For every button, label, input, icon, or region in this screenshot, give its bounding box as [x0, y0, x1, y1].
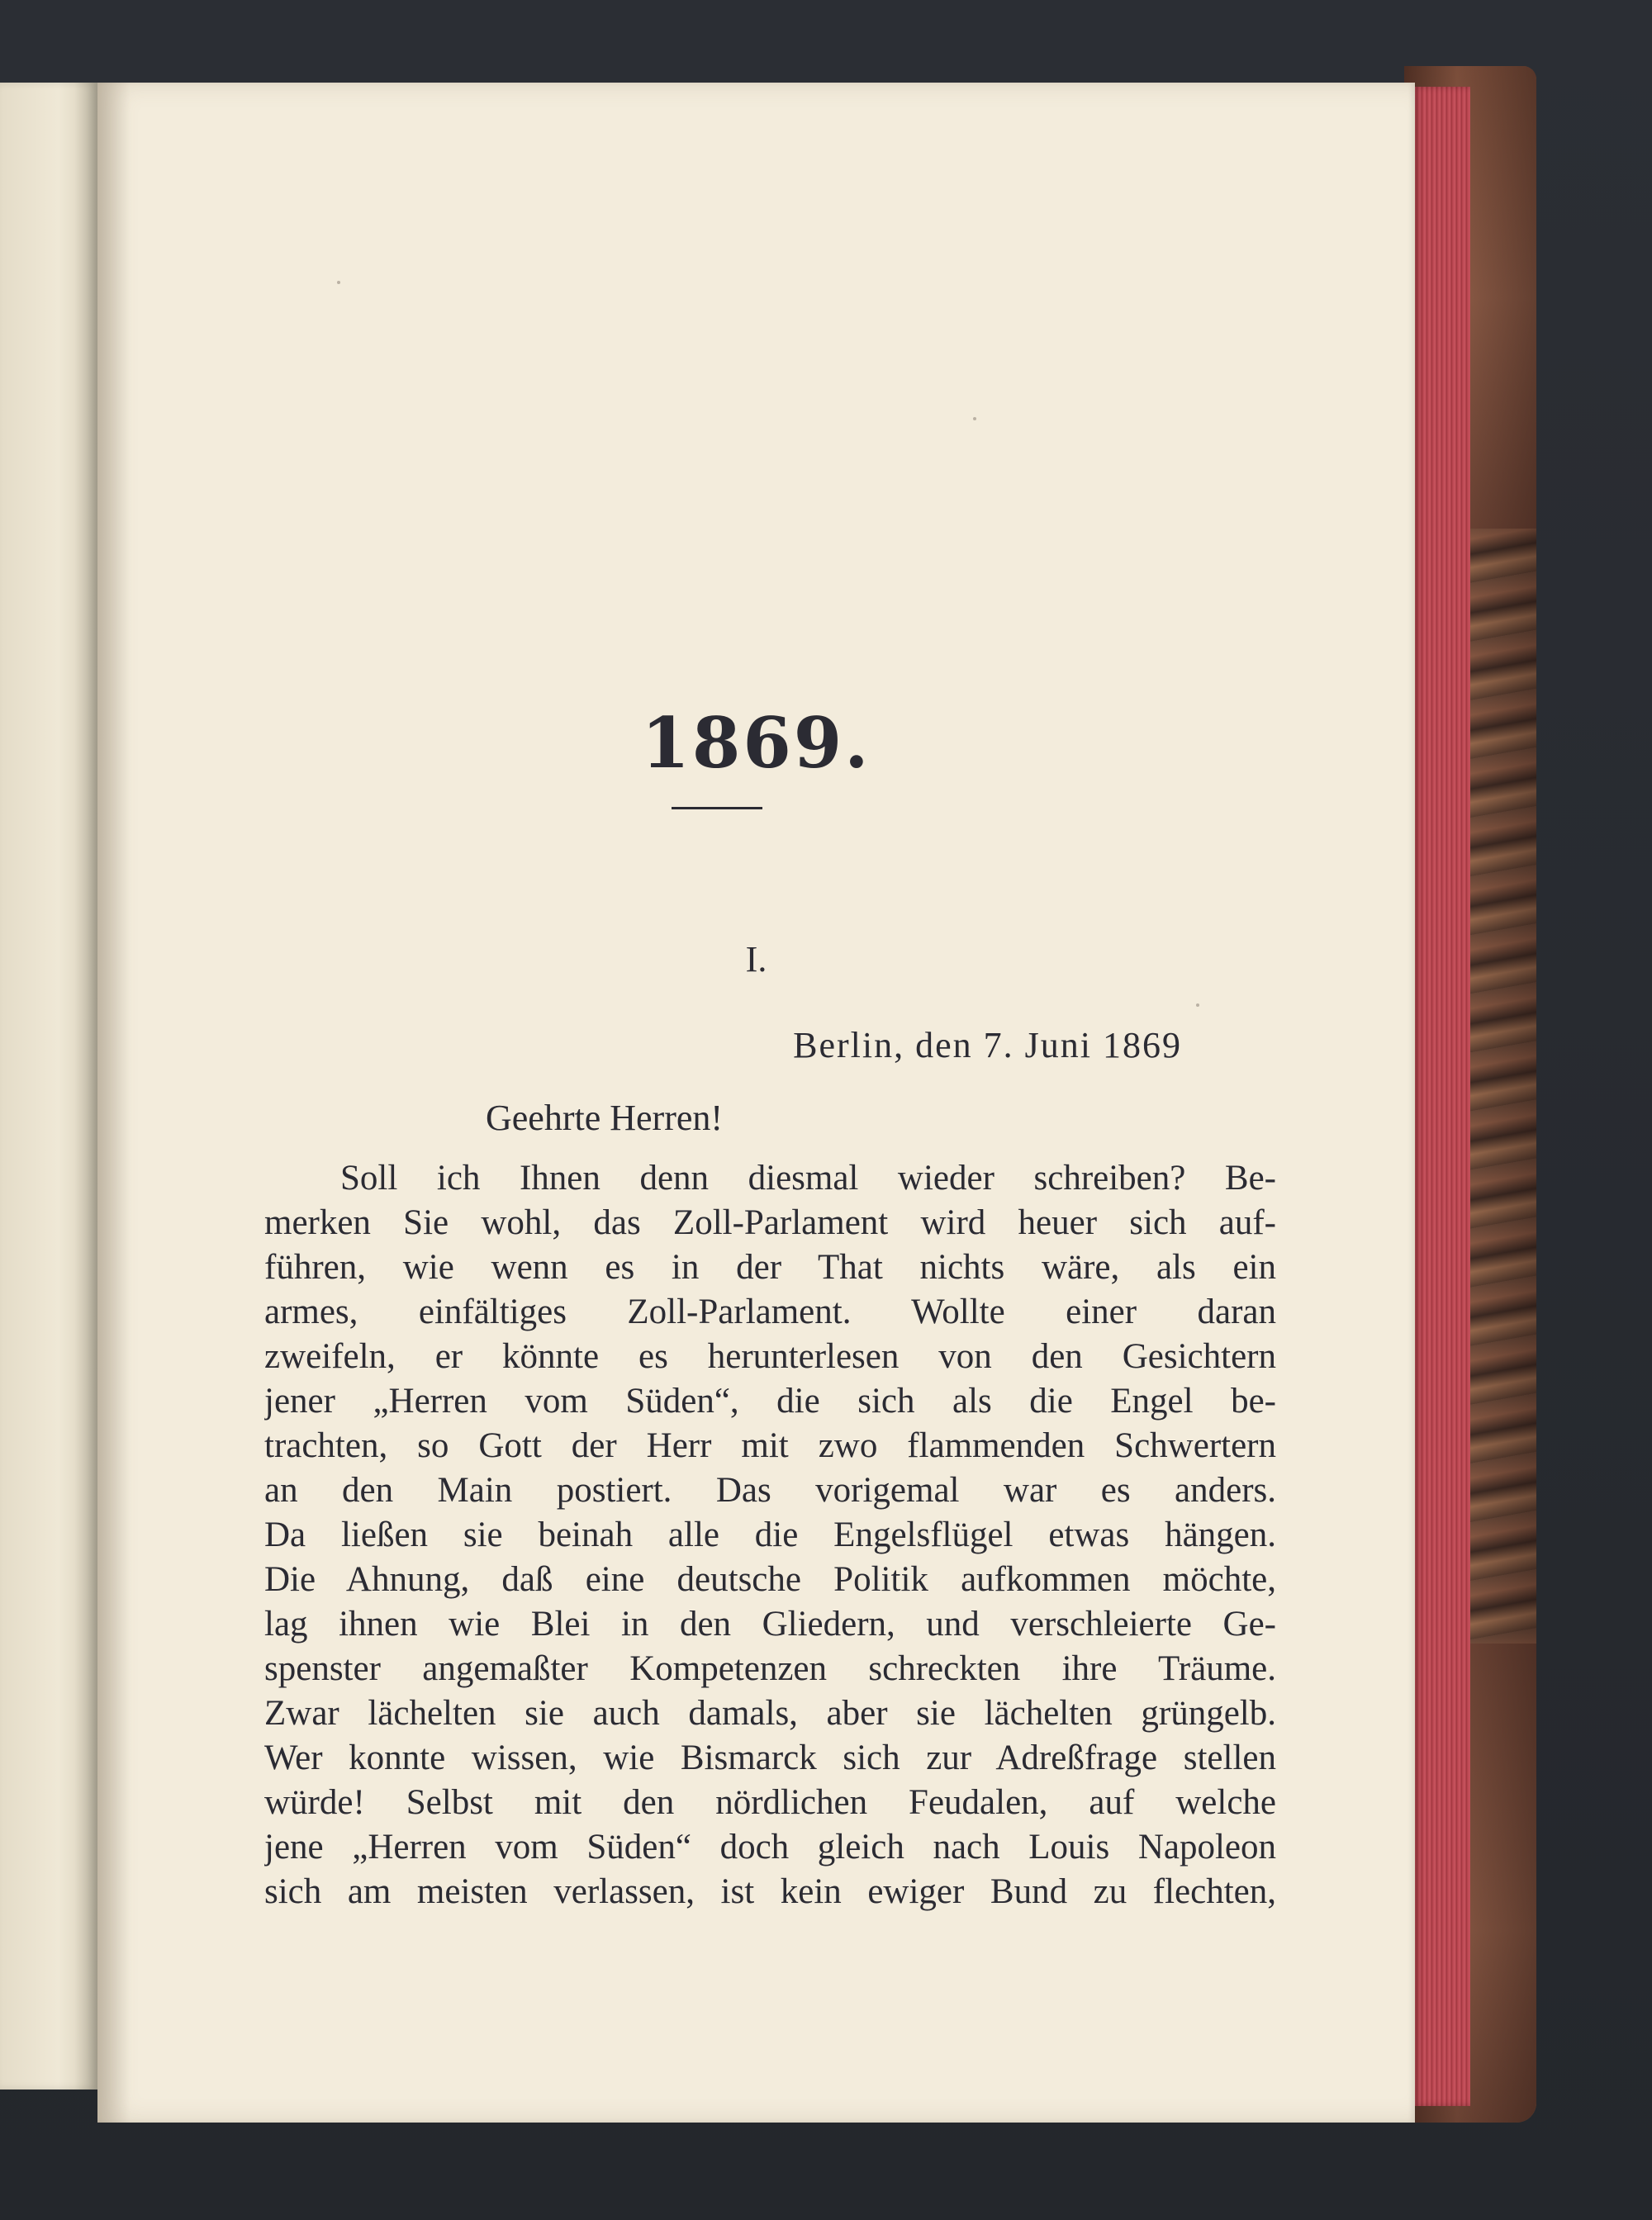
body-line: lag ihnen wie Blei in den Gliedern, und verschleierte Ge- — [264, 1605, 1276, 1644]
letter-salutation: Geehrte Herren! — [486, 1098, 724, 1138]
body-line: würde! Selbst mit den nördlichen Feudalen, auf welche — [264, 1783, 1276, 1822]
paper-speck — [973, 417, 976, 420]
title-rule — [672, 807, 762, 809]
previous-page-gutter-shadow — [74, 83, 99, 2090]
body-line: jene „Herren vom Süden“ doch gleich nach Louis Napoleon — [264, 1828, 1276, 1867]
body-line: sich am meisten verlassen, ist kein ewiger Bund zu flechten, — [264, 1872, 1276, 1911]
body-line: merken Sie wohl, das Zoll-Parlament wird heuer sich auf- — [264, 1203, 1276, 1242]
book-page — [97, 83, 1415, 2123]
body-line: führen, wie wenn es in der That nichts wäre, als ein — [264, 1248, 1276, 1287]
letter-date-line: Berlin, den 7. Juni 1869 — [793, 1025, 1182, 1065]
body-line: spenster angemaßter Kompetenzen schreckten ihre Träume. — [264, 1649, 1276, 1688]
section-number: I. — [745, 939, 767, 980]
red-page-edges — [1412, 87, 1470, 2106]
letter-body — [264, 1156, 1276, 1914]
paper-speck — [1196, 1003, 1199, 1007]
body-line: armes, einfältiges Zoll-Parlament. Wollte einer daran — [264, 1293, 1276, 1331]
paper-speck — [337, 281, 340, 284]
body-line: an den Main postiert. Das vorigemal war es anders. — [264, 1471, 1276, 1510]
page-gutter-shadow — [97, 83, 131, 2123]
body-line: Da ließen sie beinah alle die Engelsflügel etwas hängen. — [264, 1516, 1276, 1554]
chapter-year-title: 1869. — [641, 702, 871, 784]
body-line: Die Ahnung, daß eine deutsche Politik aufkommen möchte, — [264, 1560, 1276, 1599]
body-line: jener „Herren vom Süden“, die sich als die Engel be- — [264, 1382, 1276, 1421]
body-line: trachten, so Gott der Herr mit zwo flammenden Schwertern — [264, 1426, 1276, 1465]
body-line: Wer konnte wissen, wie Bismarck sich zur Adreßfrage stellen — [264, 1739, 1276, 1777]
body-line: zweifeln, er könnte es herunterlesen von den Gesichtern — [264, 1337, 1276, 1376]
body-line: Zwar lächelten sie auch damals, aber sie lächelten grüngelb. — [264, 1694, 1276, 1733]
body-line: Soll ich Ihnen denn diesmal wieder schreiben? Be- — [340, 1159, 1276, 1198]
